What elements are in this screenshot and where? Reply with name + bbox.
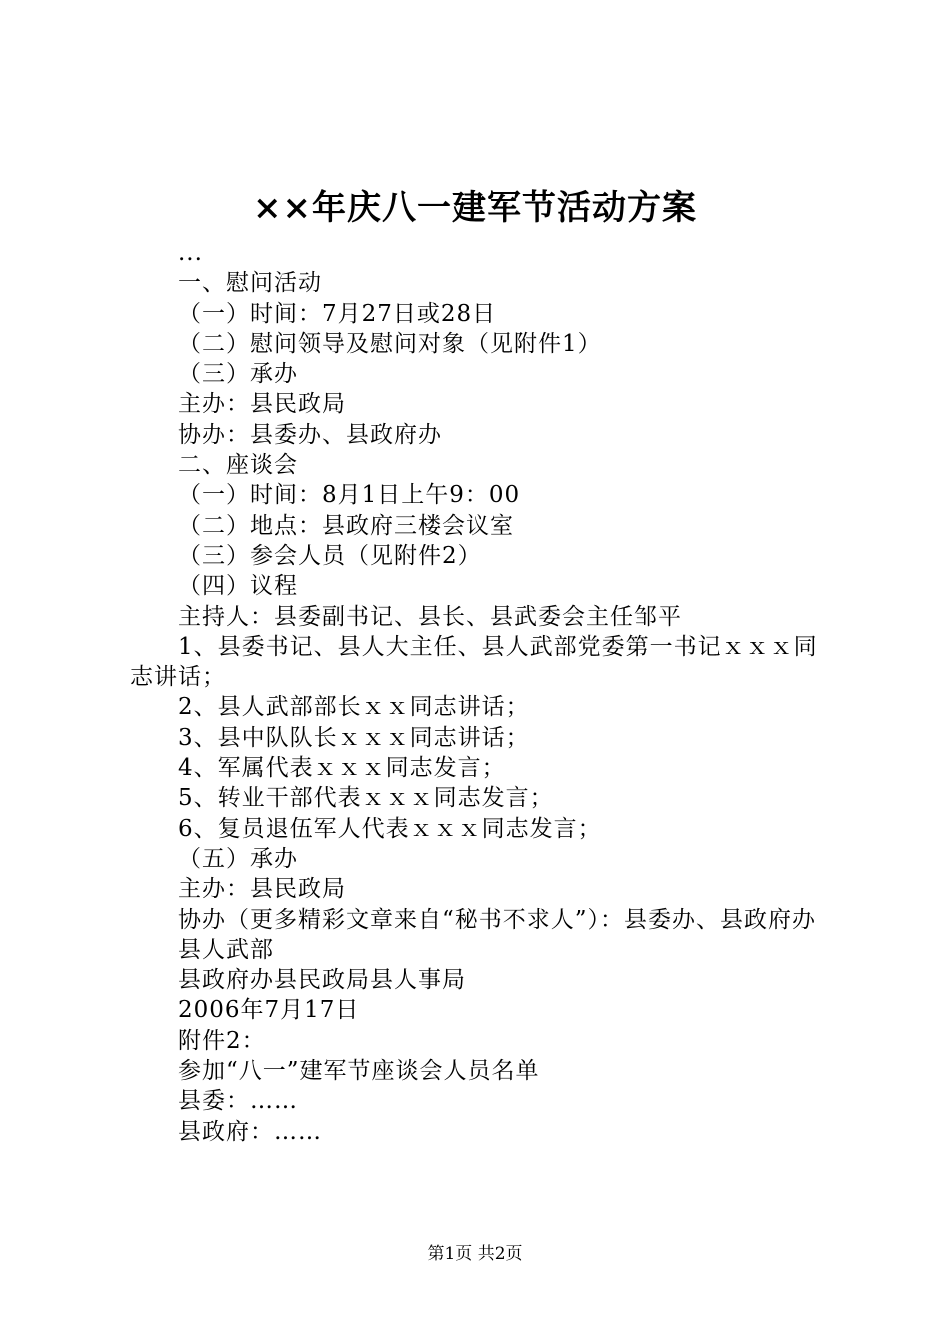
text-line: （三）承办	[178, 361, 298, 388]
agenda-item: 1、县委书记、县人大主任、县人武部党委第一书记ｘｘｘ同志讲话；	[130, 633, 818, 691]
text-line: （二）地点：县政府三楼会议室	[178, 512, 514, 539]
text-line: （一）时间：7月27日或28日	[178, 300, 497, 327]
text-line: 协办：县委办、县政府办	[178, 421, 442, 448]
agenda-item: 2、县人武部部长ｘｘ同志讲话；	[178, 694, 530, 721]
text-line: 协办（更多精彩文章来自“秘书不求人”）：县委办、县政府办	[178, 906, 817, 933]
agenda-item: 5、转业干部代表ｘｘｘ同志发言；	[178, 785, 554, 812]
text-line: （三）参会人员（见附件2）	[178, 542, 482, 569]
text-line: 县政府：……	[178, 1118, 322, 1145]
text-line: 主办：县民政局	[178, 391, 346, 418]
text-line: 主办：县民政局	[178, 876, 346, 903]
text-line: 县政府办县民政局县人事局	[178, 967, 466, 994]
text-line: 主持人：县委副书记、县长、县武委会主任邹平	[178, 603, 682, 630]
page-footer: 第1页 共2页	[427, 1244, 523, 1264]
text-line: ...	[178, 240, 203, 266]
text-line: （五）承办	[178, 845, 298, 872]
agenda-item: 3、县中队队长ｘｘｘ同志讲话；	[178, 724, 530, 751]
text-line: 参加“八一”建军节座谈会人员名单	[178, 1058, 540, 1085]
agenda-item: 4、军属代表ｘｘｘ同志发言；	[178, 755, 506, 782]
document-title: ××年庆八一建军节活动方案	[253, 188, 697, 228]
text-line: 县人武部	[178, 936, 274, 963]
agenda-item: 6、复员退伍军人代表ｘｘｘ同志发言；	[178, 815, 602, 842]
text-line: （一）时间：8月1日上午9：00	[178, 482, 521, 509]
text-line: （二）慰问领导及慰问对象（见附件1）	[178, 330, 602, 357]
section-heading: 一、慰问活动	[178, 270, 322, 297]
text-line: 县委：……	[178, 1088, 298, 1115]
document-body	[130, 238, 830, 1147]
text-line: （四）议程	[178, 573, 298, 600]
section-heading: 二、座谈会	[178, 452, 298, 479]
text-line: 附件2：	[178, 1027, 266, 1054]
date-line: 2006年7月17日	[178, 997, 360, 1024]
